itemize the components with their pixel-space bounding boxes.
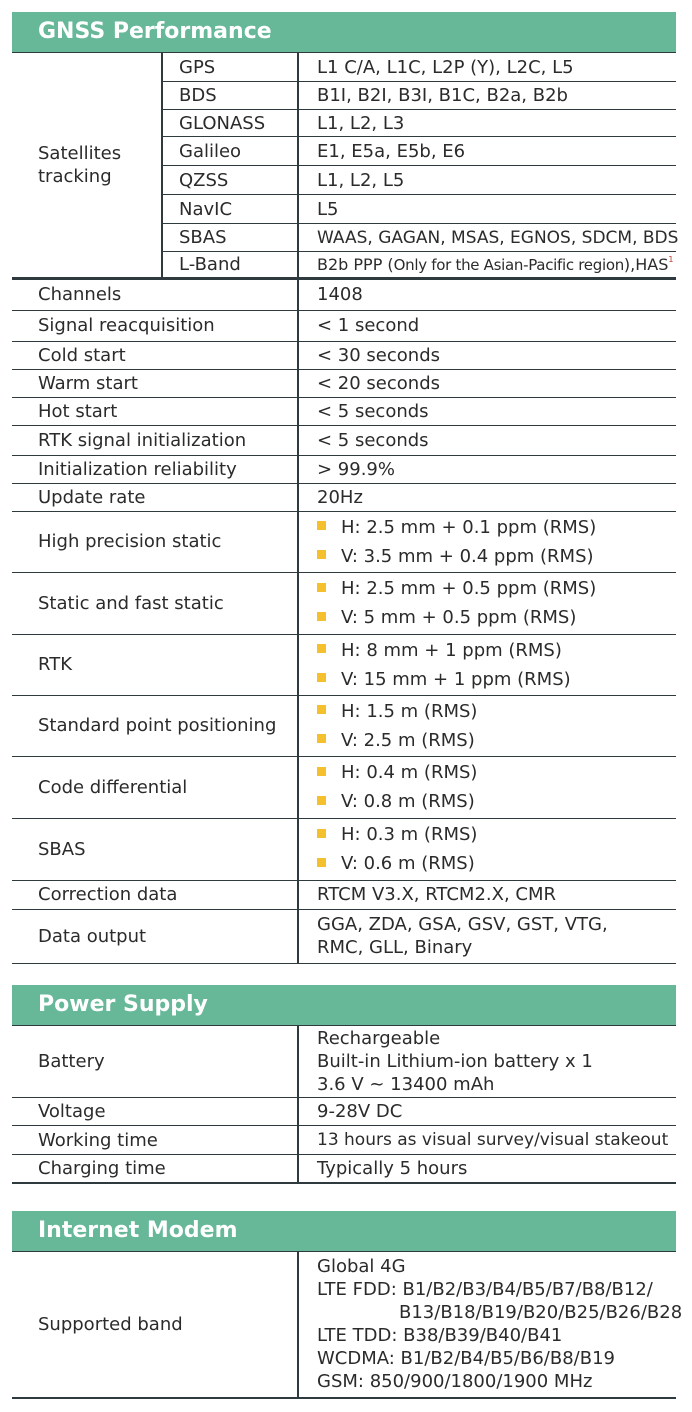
table-row xyxy=(12,310,676,341)
accuracy-label: SBAS xyxy=(12,818,298,880)
spec-value: 13 hours as visual survey/visual stakeout xyxy=(298,1126,676,1155)
band-line: Global 4G xyxy=(317,1256,406,1278)
table-row xyxy=(12,483,676,511)
table-row xyxy=(12,279,676,310)
accuracy-label: High precision static xyxy=(12,511,298,572)
modem-section xyxy=(12,1211,683,1399)
table-row xyxy=(12,369,676,397)
lband-note: Only for the Asian-Pacific region xyxy=(393,255,624,274)
constellation-value: B1I, B2I, B3I, B1C, B2a, B2b xyxy=(298,82,676,110)
spec-value: < 20 seconds xyxy=(298,369,676,397)
constellation-name: SBAS xyxy=(162,224,298,252)
vertical-accuracy: V: 0.8 m (RMS) xyxy=(341,791,475,812)
bullet-line xyxy=(317,787,676,816)
lband-text-a: B2b PPP ( xyxy=(317,254,394,274)
bullet-icon xyxy=(317,550,326,559)
vertical-accuracy: V: 0.6 m (RMS) xyxy=(341,853,475,874)
lband-text-c: ),HAS xyxy=(623,254,669,274)
spec-label: Initialization reliability xyxy=(12,455,298,483)
table-row xyxy=(12,909,676,963)
table-row xyxy=(12,455,676,483)
table-row xyxy=(12,1026,676,1098)
constellation-value: L1 C/A, L1C, L2P (Y), L2C, L5 xyxy=(298,53,676,82)
spec-value: < 30 seconds xyxy=(298,341,676,369)
battery-line: 3.6 V ~ 13400 mAh xyxy=(317,1074,495,1095)
gnss-table xyxy=(12,52,679,279)
power-header: Power Supply xyxy=(12,985,676,1025)
constellation-value: L5 xyxy=(298,195,676,224)
bullet-line xyxy=(317,542,676,571)
bullet-line xyxy=(317,697,676,726)
satellites-tracking-label xyxy=(12,53,162,278)
battery-line: Built-in Lithium-ion battery x 1 xyxy=(317,1051,593,1072)
bullet-icon xyxy=(317,829,326,838)
horizontal-accuracy: H: 0.4 m (RMS) xyxy=(341,762,478,783)
bullet-line xyxy=(317,603,676,632)
accuracy-values xyxy=(298,756,676,818)
bullet-icon xyxy=(317,858,326,867)
vertical-accuracy: V: 5 mm + 0.5 ppm (RMS) xyxy=(341,607,577,628)
bullet-line xyxy=(317,849,676,878)
bullet-icon xyxy=(317,734,326,743)
bullet-line xyxy=(317,758,676,787)
bullet-icon xyxy=(317,705,326,714)
footnote-marker: 1 xyxy=(668,254,674,264)
spec-label: Update rate xyxy=(12,483,298,511)
spec-label: Battery xyxy=(12,1026,298,1098)
lband-value xyxy=(298,252,676,278)
accuracy-label: Static and fast static xyxy=(12,572,298,634)
bullet-icon xyxy=(317,583,326,592)
bullet-icon xyxy=(317,673,326,682)
table-row xyxy=(12,634,676,695)
constellation-name: NavIC xyxy=(162,195,298,224)
accuracy-label: Standard point positioning xyxy=(12,695,298,756)
table-row xyxy=(12,880,676,909)
band-line: GSM: 850/900/1800/1900 MHz xyxy=(317,1371,593,1393)
accuracy-values xyxy=(298,572,676,634)
vertical-accuracy: V: 2.5 m (RMS) xyxy=(341,729,475,751)
power-table xyxy=(12,1025,676,1184)
spec-label: Charging time xyxy=(12,1155,298,1183)
table-row xyxy=(12,425,676,455)
bullet-line xyxy=(317,636,676,665)
band-line: WCDMA: B1/B2/B4/B5/B6/B8/B19 xyxy=(317,1348,615,1370)
constellation-name: BDS xyxy=(162,82,298,110)
bullet-line xyxy=(317,574,676,603)
spec-value: > 99.9% xyxy=(298,455,676,483)
power-section xyxy=(12,985,676,1184)
constellation-value: WAAS, GAGAN, MSAS, EGNOS, SDCM, BDS xyxy=(298,224,676,252)
accuracy-values xyxy=(298,511,676,572)
band-line: B13/B18/B19/B20/B25/B26/B28 xyxy=(399,1302,683,1324)
horizontal-accuracy: H: 2.5 mm + 0.5 ppm (RMS) xyxy=(341,578,597,599)
spec-label: Voltage xyxy=(12,1098,298,1126)
satellites-tracking-text: Satellites tracking xyxy=(38,142,122,187)
horizontal-accuracy: H: 1.5 m (RMS) xyxy=(341,700,478,722)
vertical-accuracy: V: 15 mm + 1 ppm (RMS) xyxy=(341,668,571,690)
bullet-line xyxy=(317,820,676,849)
data-output-line: GGA, ZDA, GSA, GSV, GST, VTG, xyxy=(317,914,608,935)
band-line: LTE FDD: B1/B2/B3/B4/B5/B7/B8/B12/ xyxy=(317,1279,653,1301)
spec-value: 1408 xyxy=(298,279,676,310)
bullet-icon xyxy=(317,612,326,621)
spec-label: Correction data xyxy=(12,880,298,909)
accuracy-label: Code differential xyxy=(12,756,298,818)
spec-label: Hot start xyxy=(12,397,298,425)
table-row xyxy=(12,341,676,369)
accuracy-values xyxy=(298,818,676,880)
band-line: LTE TDD: B38/B39/B40/B41 xyxy=(317,1325,563,1347)
spec-value xyxy=(298,1026,676,1098)
spec-label: Data output xyxy=(12,909,298,963)
bullet-line xyxy=(317,726,676,755)
spec-value: 9-28V DC xyxy=(298,1098,676,1126)
accuracy-label: RTK xyxy=(12,634,298,695)
modem-header: Internet Modem xyxy=(12,1211,676,1251)
bullet-icon xyxy=(317,521,326,530)
bullet-icon xyxy=(317,767,326,776)
bullet-icon xyxy=(317,644,326,653)
bullet-icon xyxy=(317,796,326,805)
spec-label: Working time xyxy=(12,1126,298,1155)
table-row xyxy=(12,511,676,572)
bullet-line xyxy=(317,513,676,542)
constellation-name: Galileo xyxy=(162,137,298,166)
table-row xyxy=(12,1098,676,1126)
bullet-line xyxy=(317,665,676,694)
spec-value: 20Hz xyxy=(298,483,676,511)
spec-value: Typically 5 hours xyxy=(298,1155,676,1183)
spec-label: RTK signal initialization xyxy=(12,425,298,455)
spec-label: Channels xyxy=(12,279,298,310)
spec-label: Supported band xyxy=(12,1252,298,1398)
spec-value: RTCM V3.X, RTCM2.X, CMR xyxy=(298,880,676,909)
constellation-value: E1, E5a, E5b, E6 xyxy=(298,137,676,166)
table-row xyxy=(12,572,676,634)
table-row xyxy=(12,695,676,756)
spec-value xyxy=(298,909,676,963)
spec-value: < 5 seconds xyxy=(298,397,676,425)
gnss-spec-table xyxy=(12,279,676,964)
horizontal-accuracy: H: 2.5 mm + 0.1 ppm (RMS) xyxy=(341,516,597,538)
constellation-value: L1, L2, L3 xyxy=(298,110,676,137)
table-row xyxy=(12,818,676,880)
horizontal-accuracy: H: 0.3 m (RMS) xyxy=(341,824,478,845)
constellation-name: GPS xyxy=(162,53,298,82)
accuracy-values xyxy=(298,695,676,756)
spec-label: Cold start xyxy=(12,341,298,369)
table-row xyxy=(12,397,676,425)
table-row xyxy=(12,1155,676,1183)
table-row xyxy=(12,756,676,818)
spec-label: Warm start xyxy=(12,369,298,397)
gnss-header: GNSS Performance xyxy=(12,12,676,52)
constellation-value: L1, L2, L5 xyxy=(298,166,676,195)
horizontal-accuracy: H: 8 mm + 1 ppm (RMS) xyxy=(341,639,562,661)
spec-value: < 5 seconds xyxy=(298,425,676,455)
accuracy-values xyxy=(298,634,676,695)
modem-table xyxy=(12,1251,683,1399)
table-row xyxy=(12,1126,676,1155)
constellation-name: GLONASS xyxy=(162,110,298,137)
spec-label: Signal reacquisition xyxy=(12,310,298,341)
constellation-name: L-Band xyxy=(162,252,298,278)
data-output-line: RMC, GLL, Binary xyxy=(317,937,473,958)
table-row xyxy=(12,1252,676,1398)
battery-line: Rechargeable xyxy=(317,1028,441,1049)
constellation-name: QZSS xyxy=(162,166,298,195)
spec-value: < 1 second xyxy=(298,310,676,341)
spec-value xyxy=(298,1252,683,1398)
vertical-accuracy: V: 3.5 mm + 0.4 ppm (RMS) xyxy=(341,545,594,567)
table-row xyxy=(12,53,676,82)
gnss-section xyxy=(12,12,679,964)
